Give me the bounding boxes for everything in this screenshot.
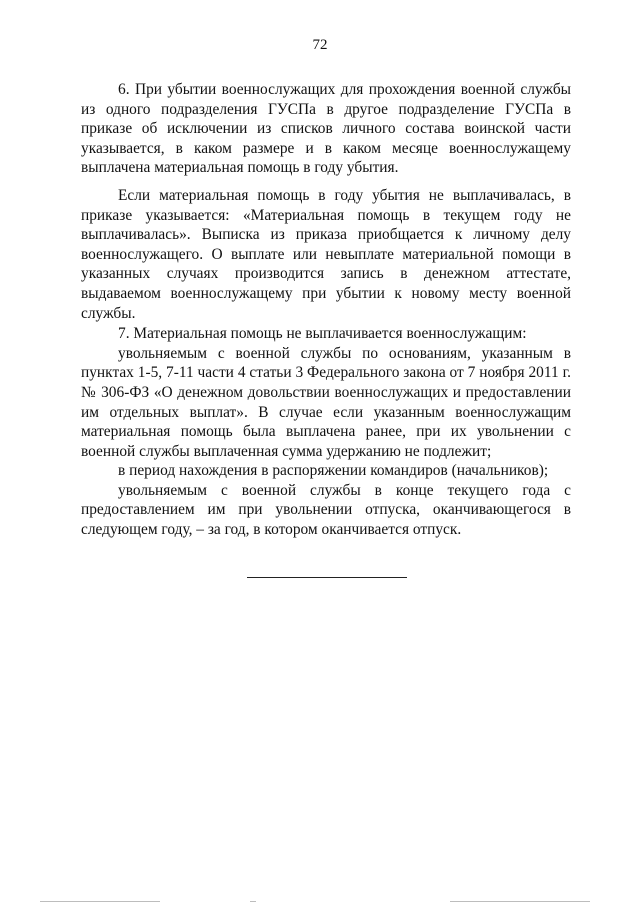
page-number: 72: [312, 37, 328, 53]
scan-edge-marks: [0, 901, 640, 903]
paragraph-material-aid-not-paid: Если материальная помощь в году убытия не выплачивалась, в приказе указывается: «Материальная помощь в текущем году не выплачивалась». Выписка из приказа приобщается к личному делу военнослужащего. О выплате или невыплате материальной помощи в указанных случаях производится запись в денежном аттестате, выдаваемом военнослужащему при убытии к новому месту военной службы.: [81, 186, 571, 322]
document-body: [81, 80, 571, 540]
end-separator-line: [247, 577, 407, 578]
paragraph-item-7: 7. Материальная помощь не выплачивается военнослужащим:: [118, 325, 527, 343]
list-item-dismissed-end-of-year: увольняемым с военной службы в конце текущего года с предоставлением им при увольнении отпуска, оканчивающегося в следующем году, – за год, в котором оканчивается отпуск.: [81, 481, 571, 539]
list-item-at-disposal: в период нахождения в распоряжении командиров (начальников);: [118, 462, 549, 480]
paragraph-item-6: 6. При убытии военнослужащих для прохождения военной службы из одного подразделения ГУСПа в другое подразделение ГУСПа в приказе об исключении из списков личного состава воинской части указывается, в каком размере и в каком месяце военнослужащему выплачена материальная помощь в году убытия.: [81, 81, 571, 177]
list-item-dismissed-grounds: увольняемым с военной службы по основаниям, указанным в пунктах 1-5, 7-11 части 4 статьи 3 Федерального закона от 7 ноября 2011 г. № 306-ФЗ «О денежном довольствии военнослужащих и предоставлении им отдельных выплат». В случае если указанным военнослужащим материальная помощь была выплачена ранее, при их увольнении с военной службы выплаченная сумма удержанию не подлежит;: [81, 344, 571, 460]
